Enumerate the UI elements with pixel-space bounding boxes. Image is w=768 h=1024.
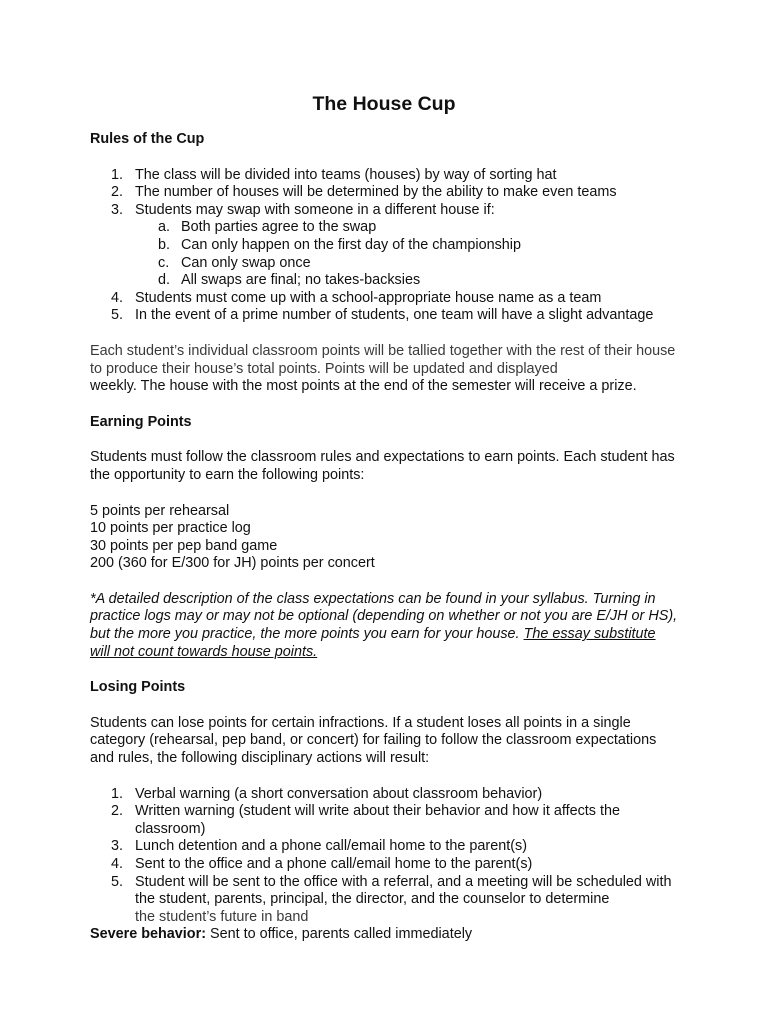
syllabus-note-text: *A detailed description of the class expectations can be found in your syllabus. Turning in practice logs may or may not be optional (depending on whether or not you are E/JH or HS), but the more you practice, the more points you earn for your house. (90, 590, 678, 643)
severe-behavior-text: Sent to office, parents called immediately (205, 926, 473, 943)
list-item-text: Student will be sent to the office with a referral, and a meeting will be scheduled with the student, parents, principal, the director, and the counselor to determine (135, 873, 672, 908)
rules-list-continued (90, 290, 678, 325)
list-marker: 2. (111, 184, 124, 201)
tally-paragraph (90, 343, 678, 396)
sub-list-marker: b. (158, 236, 171, 253)
list-item (90, 307, 678, 325)
list-marker: 1. (111, 785, 124, 802)
list-item (90, 856, 678, 874)
list-item (90, 202, 678, 220)
list-item-text-faint: the student’s future in band (135, 908, 309, 925)
points-line: 30 points per pep band game (90, 537, 278, 554)
list-item (90, 803, 678, 838)
disciplinary-actions-list (90, 786, 678, 927)
list-marker: 4. (111, 289, 124, 306)
points-line: 200 (360 for E/300 for JH) points per concert (90, 555, 375, 572)
sub-list-item-text: Both parties agree to the swap (181, 219, 377, 236)
sub-list-marker: a. (158, 219, 171, 236)
list-marker: 3. (111, 838, 124, 855)
sub-list-marker: d. (158, 272, 171, 289)
swap-conditions-list (90, 219, 678, 289)
document-title: The House Cup (312, 93, 456, 115)
points-list (90, 503, 678, 573)
sub-list-item-text: All swaps are final; no takes-backsies (181, 272, 421, 289)
rules-heading: Rules of the Cup (90, 131, 205, 147)
list-item (90, 786, 678, 804)
list-marker: 5. (111, 307, 124, 324)
list-item-text: The number of houses will be determined by the ability to make even teams (135, 184, 617, 201)
list-item-text: Students may swap with someone in a different house if: (135, 201, 495, 218)
earning-intro: Students must follow the classroom rules and expectations to earn points. Each student has the opportunity to earn the following points: (90, 449, 675, 483)
sub-list-item (90, 237, 678, 255)
list-item-text: Sent to the office and a phone call/email home to the parent(s) (135, 856, 533, 872)
list-item (90, 167, 678, 185)
list-item (90, 874, 678, 927)
points-line: 10 points per practice log (90, 520, 251, 537)
earning-heading: Earning Points (90, 413, 192, 430)
sub-list-item (90, 272, 678, 290)
list-marker: 5. (111, 873, 124, 890)
list-item (90, 290, 678, 308)
losing-heading: Losing Points (90, 679, 186, 696)
tally-paragraph-text: weekly. The house with the most points at the end of the semester will receive a prize. (90, 378, 637, 395)
sub-list-item (90, 219, 678, 237)
severe-behavior-line (90, 926, 678, 944)
syllabus-note (90, 591, 678, 661)
points-line: 5 points per rehearsal (90, 502, 230, 519)
list-marker: 1. (111, 166, 124, 183)
losing-intro: Students can lose points for certain infractions. If a student loses all points in a single category (rehearsal, pep band, or concert) for failing to follow the classroom expectations and rules, the following disciplinary actions will result: (90, 714, 657, 767)
list-marker: 2. (111, 803, 124, 820)
list-marker: 4. (111, 856, 124, 872)
list-item (90, 838, 678, 856)
list-item-text: The class will be divided into teams (houses) by way of sorting hat (135, 166, 557, 183)
list-marker: 3. (111, 201, 124, 218)
rules-list (90, 167, 678, 220)
sub-list-item-text: Can only swap once (181, 254, 311, 271)
list-item-text: Verbal warning (a short conversation about classroom behavior) (135, 785, 543, 802)
sub-list-marker: c. (158, 254, 170, 271)
list-item-text: In the event of a prime number of students, one team will have a slight advantage (135, 307, 654, 324)
list-item (90, 184, 678, 202)
list-item-text: Written warning (student will write about their behavior and how it affects the classroom) (135, 803, 621, 837)
list-item-text: Students must come up with a school-appropriate house name as a team (135, 289, 602, 306)
tally-paragraph-faint-text: Each student’s individual classroom points will be tallied together with the rest of their house to produce their house’s total points. Points will be updated and displayed (90, 342, 676, 377)
sub-list-item (90, 255, 678, 273)
essay-substitute-note: The essay substitute will not count towards house points. (90, 626, 656, 660)
list-item-text: Lunch detention and a phone call/email home to the parent(s) (135, 838, 528, 855)
severe-behavior-label: Severe behavior: (90, 926, 206, 943)
sub-list-item-text: Can only happen on the first day of the championship (181, 236, 521, 253)
